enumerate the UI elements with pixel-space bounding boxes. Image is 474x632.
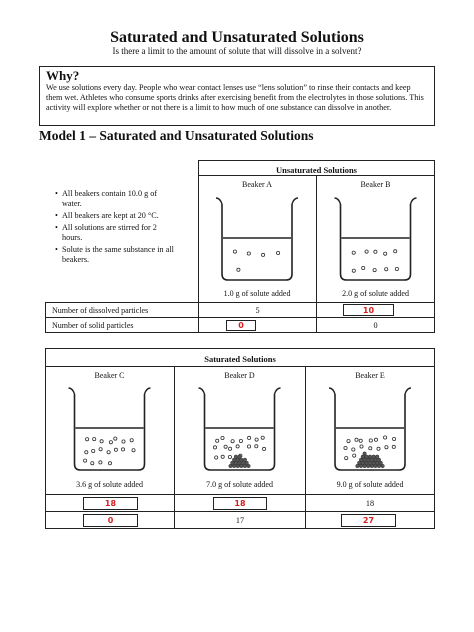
- beaker-c-solid-cell: [45, 511, 175, 529]
- why-box: [39, 66, 435, 126]
- dissolved-particle: [247, 252, 250, 255]
- dissolved-particle: [352, 448, 355, 451]
- beaker-c-solid-answer: 0: [107, 516, 114, 525]
- dissolved-particle: [384, 252, 387, 255]
- why-heading: Why?: [46, 68, 80, 83]
- beaker-d-dissolved-answer: 18: [234, 499, 246, 508]
- dissolved-particle: [369, 447, 372, 450]
- dissolved-particle: [353, 454, 356, 457]
- beaker-b-label: Beaker B: [360, 180, 391, 189]
- beaker-e-solid-cell: [305, 511, 435, 529]
- dissolved-particle: [359, 439, 362, 442]
- dissolved-particle: [362, 266, 365, 269]
- beaker-a-solid-answer: 0: [238, 321, 244, 330]
- solid-particle: [372, 455, 376, 459]
- dissolved-particle: [215, 456, 218, 459]
- solid-particle: [368, 455, 372, 459]
- row-label-solid: Number of solid particles: [45, 317, 199, 333]
- condition-item: • Solute is the same substance in all beakers.: [55, 245, 175, 265]
- dissolved-particle: [213, 446, 216, 449]
- dissolved-particle: [365, 250, 368, 253]
- solid-particle: [363, 452, 367, 456]
- dissolved-particle: [277, 251, 280, 254]
- dissolved-particle: [91, 462, 94, 465]
- beaker-a-solid-cell: [198, 317, 317, 333]
- dissolved-particle: [393, 437, 396, 440]
- dissolved-particle: [132, 449, 135, 452]
- condition-item: • All beakers contain 10.0 g of water.: [55, 189, 175, 209]
- dissolved-particle: [237, 268, 240, 271]
- dissolved-particle: [395, 267, 398, 270]
- dissolved-particle: [86, 438, 89, 441]
- dissolved-particle: [100, 440, 103, 443]
- dissolved-particle: [130, 439, 133, 442]
- dissolved-particle: [394, 250, 397, 253]
- beaker-d-added: 7.0 g of solute added: [206, 480, 273, 489]
- dissolved-particle: [384, 436, 387, 439]
- beaker-d-label: Beaker D: [224, 371, 255, 380]
- dissolved-particle: [347, 440, 350, 443]
- dissolved-particle: [229, 447, 232, 450]
- beaker-shape: [216, 198, 298, 280]
- beaker-b-added: 2.0 g of solute added: [342, 289, 409, 298]
- why-text: We use solutions every day. People who wear contact lenses use “lens solution” to rinse their contacts and keep them wet. Athletes who consume sports drinks after exercising benefit from the electrolytes in those solutions. This activity will explore whether or not there is a limit to how much of one substance can dissolve in another.: [46, 83, 424, 113]
- beaker-c-label: Beaker C: [94, 371, 125, 380]
- dissolved-particle: [355, 438, 358, 441]
- dissolved-particle: [122, 440, 125, 443]
- dissolved-particle: [228, 455, 231, 458]
- dissolved-particle: [216, 439, 219, 442]
- dissolved-particle: [221, 455, 224, 458]
- beaker-b-illustration: [316, 190, 435, 288]
- dissolved-particle: [99, 448, 102, 451]
- beaker-c-added: 3.6 g of solute added: [76, 480, 143, 489]
- answer-box[interactable]: [343, 304, 394, 316]
- dissolved-particle: [373, 269, 376, 272]
- dissolved-particle: [114, 437, 117, 440]
- dissolved-particle: [262, 253, 265, 256]
- dissolved-particle: [345, 457, 348, 460]
- dissolved-particle: [109, 441, 112, 444]
- dissolved-particle: [84, 459, 87, 462]
- beaker-b-solid: 0: [316, 317, 435, 333]
- beaker-a-added: 1.0 g of solute added: [223, 289, 291, 298]
- conditions-list: [55, 189, 175, 267]
- dissolved-particle: [239, 439, 242, 442]
- beaker-c-dissolved-cell: [45, 494, 175, 512]
- dissolved-particle: [374, 438, 377, 441]
- dissolved-particle: [369, 439, 372, 442]
- beaker-b-dissolved-answer: 10: [362, 305, 375, 315]
- beaker-e-illustration: [305, 380, 435, 478]
- beaker-a-dissolved: 5: [198, 302, 317, 318]
- beaker-shape: [329, 388, 411, 470]
- condition-item: • All solutions are stirred for 2 hours.: [55, 223, 175, 243]
- dissolved-particle: [221, 436, 224, 439]
- dissolved-particle: [85, 451, 88, 454]
- beaker-c-illustration: [45, 380, 174, 478]
- beaker-e-added: 9.0 g of solute added: [336, 480, 404, 489]
- beaker-d-illustration: [174, 380, 305, 478]
- dissolved-particle: [121, 448, 124, 451]
- solid-particle: [243, 458, 247, 462]
- dissolved-particle: [233, 250, 236, 253]
- beaker-e-label: Beaker E: [355, 371, 385, 380]
- model-heading: Model 1 – Saturated and Unsaturated Solutions: [39, 128, 314, 143]
- beaker-shape: [335, 198, 417, 280]
- solid-particle: [238, 455, 242, 459]
- solid-particle: [234, 455, 238, 459]
- dissolved-particle: [93, 438, 96, 441]
- dissolved-particle: [352, 269, 355, 272]
- dissolved-particle: [344, 446, 347, 449]
- beaker-shape: [69, 388, 151, 470]
- dissolved-particle: [224, 445, 227, 448]
- beaker-d-dissolved-cell: [174, 494, 306, 512]
- dissolved-particle: [385, 268, 388, 271]
- dissolved-particle: [248, 436, 251, 439]
- dissolved-particle: [108, 462, 111, 465]
- beaker-e-solid-answer: 27: [362, 516, 375, 525]
- dissolved-particle: [360, 445, 363, 448]
- dissolved-particle: [107, 451, 110, 454]
- dissolved-particle: [392, 445, 395, 448]
- answer-box[interactable]: [341, 514, 396, 527]
- answer-box[interactable]: [83, 514, 138, 527]
- dissolved-particle: [255, 445, 258, 448]
- dissolved-particle: [255, 438, 258, 441]
- dissolved-particle: [99, 461, 102, 464]
- beaker-e-dissolved: 18: [305, 494, 435, 512]
- beaker-d-solid: 17: [174, 511, 306, 529]
- answer-box[interactable]: [83, 497, 138, 510]
- row-label-dissolved: Number of dissolved particles: [45, 302, 199, 318]
- dissolved-particle: [247, 445, 250, 448]
- condition-item: • All beakers are kept at 20 °C.: [55, 211, 175, 221]
- beaker-c-dissolved-answer: 18: [104, 499, 117, 508]
- dissolved-particle: [263, 447, 266, 450]
- answer-box[interactable]: [213, 497, 267, 510]
- beaker-b-dissolved-cell: [316, 302, 435, 318]
- unsaturated-heading: Unsaturated Solutions: [275, 165, 357, 175]
- dissolved-particle: [261, 436, 264, 439]
- dissolved-particle: [374, 250, 377, 253]
- dissolved-particle: [236, 445, 239, 448]
- beaker-a-illustration: [198, 190, 316, 288]
- dissolved-particle: [385, 446, 388, 449]
- page-subtitle: Is there a limit to the amount of solute that will dissolve in a solvent?: [112, 46, 362, 56]
- solid-particle: [375, 455, 379, 459]
- saturated-heading: Saturated Solutions: [204, 354, 276, 364]
- dissolved-particle: [114, 448, 117, 451]
- beaker-a-label: Beaker A: [242, 180, 272, 189]
- dissolved-particle: [231, 440, 234, 443]
- answer-box[interactable]: [226, 320, 256, 331]
- page-title: Saturated and Unsaturated Solutions: [110, 29, 364, 46]
- dissolved-particle: [377, 447, 380, 450]
- divider: [45, 366, 435, 367]
- dissolved-particle: [352, 251, 355, 254]
- dissolved-particle: [92, 449, 95, 452]
- beaker-shape: [199, 388, 281, 470]
